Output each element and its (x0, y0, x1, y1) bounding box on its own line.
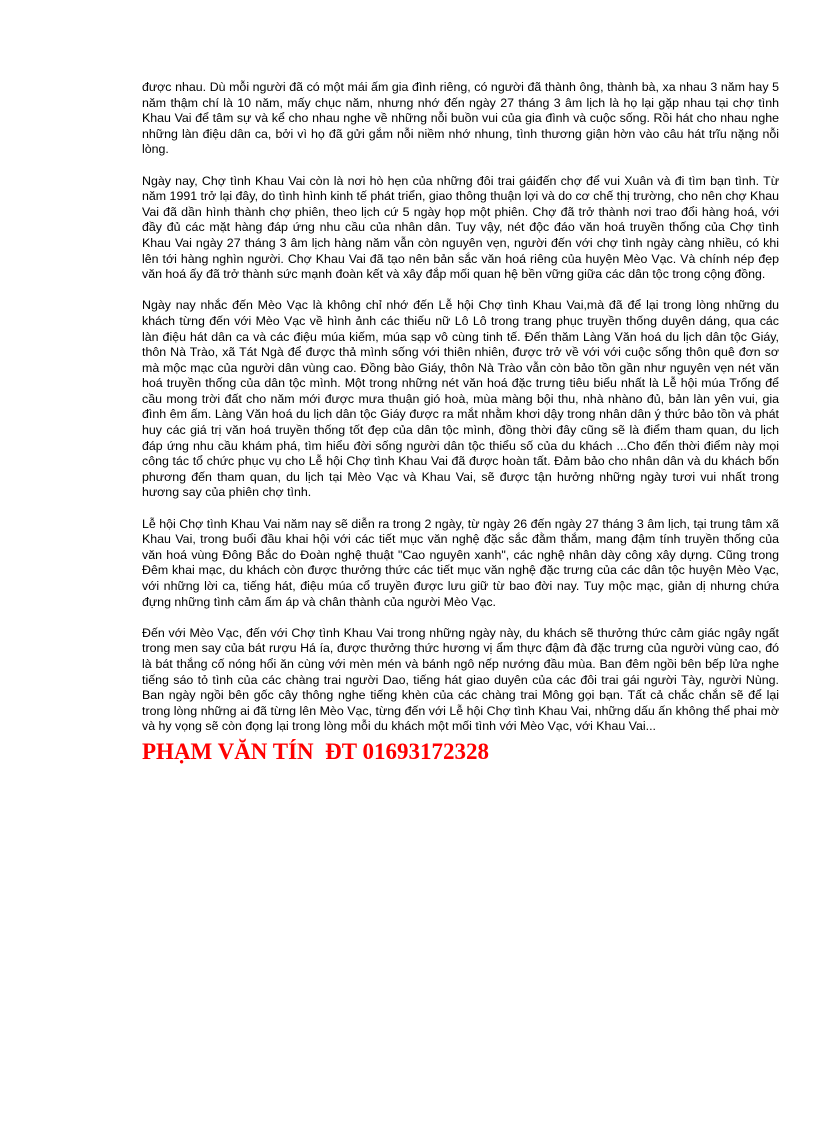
paragraph-2: Ngày nay, Chợ tình Khau Vai còn là nơi hò hẹn của những đôi trai gáiđến chợ để vui Xuân và đi tìm bạn tình. Từ năm 1991 trở lại đây, do tình hình kinh tế phát triển, giao thông thuận lợi và do cơ chế thị trường, cho nên chợ Khau Vai đã dần hình thành chợ phiên, theo lịch cứ 5 ngày họp một phiên. Chợ đã trở thành nơi trao đổi hàng hoá, với đầy đủ các mặt hàng đáp ứng nhu cầu của nhân dân. Tuy vậy, nét độc đáo văn hoá truyền thống của Chợ tình Khau Vai ngày 27 tháng 3 âm lịch hàng năm vẫn còn nguyên vẹn, người đến với chợ tình ngày càng nhiều, có khi lên tới hàng nghìn người. Chợ Khau Vai đã tạo nên bản sắc văn hoá riêng của huyện Mèo Vạc. Và chính nép đẹp văn hoá ấy đã trở thành sức mạnh đoàn kết và xây đắp mối quan hệ bền vững giữa các dân tộc trong cộng đồng. (142, 173, 779, 282)
paragraph-4: Lễ hội Chợ tình Khau Vai năm nay sẽ diễn ra trong 2 ngày, từ ngày 26 đến ngày 27 tháng 3 âm lịch, tại trung tâm xã Khau Vai, trong buổi đầu khai hội với các tiết mục văn nghệ đặc sắc đằm thắm, mang đậm tính truyền thống của văn hoá vùng Đông Bắc do Đoàn nghệ thuật "Cao nguyên xanh", các nghệ nhân dày công xây dựng. Cũng trong Đêm khai mạc, du khách còn được thưởng thức các tiết mục văn nghệ đặc trưng của các dân tộc huyện Mèo Vạc, với những lời ca, tiếng hát, điệu múa cổ truyền được lưu giữ từ bao đời nay. Tuy mộc mạc, giản dị nhưng chứa đựng những tình cảm ấm áp và chân thành của người Mèo Vạc. (142, 516, 779, 609)
paragraph-5: Đến với Mèo Vạc, đến với Chợ tình Khau Vai trong những ngày này, du khách sẽ thưởng thức cảm giác ngây ngất trong men say của bát rượu Há ía, được thưởng thức hương vị ẩm thực đậm đà đặc trưng của người vùng cao, đó là bát thắng cố nóng hổi ăn cùng với mèn mén và bánh ngô nếp nướng đầu mùa. Ban đêm ngồi bên bếp lửa nghe tiếng sáo tỏ tình của các chàng trai người Dao, tiếng hát giao duyên của các đôi trai gái người Tày, người Nùng. Ban ngày ngồi bên gốc cây thông nghe tiếng khèn của các chàng trai Mông gọi bạn. Tất cả chắc chắn sẽ để lại trong lòng những ai đã từng lên Mèo Vạc, từng đến với Lễ hội Chợ tình Khau Vai, những dấu ấn không thể phai mờ và hy vọng sẽ còn đọng lại trong lòng mỗi du khách một mối tình với Mèo Vạc, với Khau Vai... (142, 625, 779, 734)
author-signature: PHẠM VĂN TÍN ĐT 01693172328 (142, 738, 489, 764)
paragraph-3: Ngày nay nhắc đến Mèo Vạc là không chỉ nhớ đến Lễ hội Chợ tình Khau Vai,mà đã để lại trong lòng những du khách từng đến với Mèo Vạc về hình ảnh các thiếu nữ Lô Lô trong trang phục truyền thống duyên dáng, qua các làn điệu hát dân ca và các điệu múa kiếm, múa sạp vô cùng tinh tế. Đến thăm Làng Văn hoá du lịch dân tộc Giáy, thôn Nà Trào, xã Tát Ngà để được thả mình sống với thiên nhiên, được trở về với với cuộc sống thôn quê đơn sơ mà mộc mạc của người dân vùng cao. Đồng bào Giáy, thôn Nà Trào vẫn còn bảo tồn gần như nguyên vẹn nét văn hoá truyền thống của dân tộc mình. Một trong những nét văn hoá đặc trưng tiêu biểu nhất là Lễ hội múa Trống để cầu mong trời đất cho năm mới được mưa thuận gió hoà, mùa màng bội thu, nhà nhàno đủ, bản làn yên vui, gia đình êm ấm. Làng Văn hoá du lịch dân tộc Giáy được ra mắt nhằm khơi dậy trong nhân dân ý thức bảo tồn và phát huy các giá trị văn hoá truyền thống tốt đẹp của dân tộc mình, đồng thời đây cũng sẽ là điểm tham quan, du lịch đáp ứng nhu cầu khám phá, tìm hiểu đời sống người dân tộc thiểu số của du khách ...Cho đến thời điểm này mọi công tác tổ chức phục vụ cho Lễ hội Chợ tình Khau Vai đã được hoàn tất. Đảm bảo cho nhân dân và du khách bốn phương đến tham quan, du lịch tại Mèo Vạc và Khau Vai, sẽ được tận hưởng những ngày tươi vui nhất trong hương say của phiên chợ tình. (142, 298, 779, 500)
paragraph-1: được nhau. Dù mỗi người đã có một mái ấm gia đình riêng, có người đã thành ông, thành bà, xa nhau 3 năm hay 5 năm thậm chí là 10 năm, mấy chục năm, nhưng nhớ đến ngày 27 tháng 3 âm lịch là họ lại gặp nhau tại chợ tình Khau Vai để tâm sự và kể cho nhau nghe về những nỗi buồn vui của gia đình và cuộc sống. Rồi hát cho nhau nghe những làn điệu dân ca, bởi vì họ đã gửi gắm nỗi niềm nhớ nhung, tình thương giận hờn vào câu hát trĩu nặng nỗi lòng. (142, 80, 779, 157)
document-body (142, 80, 779, 767)
